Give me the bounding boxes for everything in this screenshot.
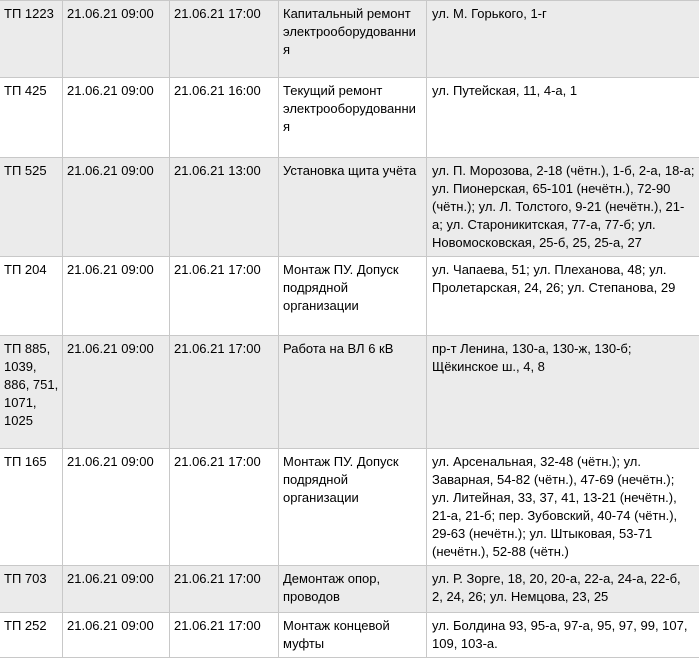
cell-work-type: Монтаж ПУ. Допуск подрядной организации (279, 449, 427, 565)
cell-start-datetime: 21.06.21 09:00 (63, 257, 170, 335)
cell-work-type: Демонтаж опор, проводов (279, 566, 427, 612)
cell-start-datetime: 21.06.21 09:00 (63, 1, 170, 77)
cell-tp-number: ТП 1223 (0, 1, 63, 77)
cell-addresses: ул. М. Горького, 1-г (432, 6, 547, 21)
cell-work-type: Текущий ремонт электрооборудованния (279, 78, 427, 157)
cell-tp-number: ТП 425 (0, 78, 63, 157)
table-row (0, 78, 699, 158)
cell-work-type: Капитальный ремонт электрооборудованния (279, 1, 427, 77)
cell-start-datetime: 21.06.21 09:00 (63, 158, 170, 256)
cell-end-datetime: 21.06.21 17:00 (170, 1, 279, 77)
cell-end-datetime: 21.06.21 17:00 (170, 257, 279, 335)
cell-tp-number: ТП 525 (0, 158, 63, 256)
cell-tp-number: ТП 252 (0, 613, 63, 657)
cell-addresses: ул. Р. Зорге, 18, 20, 20-а, 22-а, 24-а, 22-б, 2, 24, 26; ул. Немцова, 23, 25 (432, 571, 681, 604)
cell-work-type: Установка щита учёта (279, 158, 427, 256)
cell-addresses: ул. П. Морозова, 2-18 (чётн.), 1-б, 2-а, 18-а; ул. Пионерская, 65-101 (нечётн.), 72-90 (чётн.); ул. Л. Толстого, 9-21 (нечётн.), 21-а; ул. Староникитская, 77-а, 77-б; ул. Новомосковская, 25-б, 25, 25-а, 27 (432, 163, 695, 250)
cell-start-datetime: 21.06.21 09:00 (63, 566, 170, 612)
cell-start-datetime: 21.06.21 09:00 (63, 613, 170, 657)
cell-addresses: ул. Чапаева, 51; ул. Плеханова, 48; ул. Пролетарская, 24, 26; ул. Степанова, 29 (432, 262, 676, 295)
cell-work-type: Монтаж концевой муфты (279, 613, 427, 657)
cell-addresses: пр-т Ленина, 130-а, 130-ж, 130-б; Щёкинское ш., 4, 8 (432, 341, 632, 374)
cell-end-datetime: 21.06.21 17:00 (170, 449, 279, 565)
cell-tp-number: ТП 165 (0, 449, 63, 565)
table-row (0, 158, 699, 257)
cell-start-datetime: 21.06.21 09:00 (63, 78, 170, 157)
table-row (0, 1, 699, 78)
cell-tp-number: ТП 204 (0, 257, 63, 335)
table-row (0, 257, 699, 336)
cell-end-datetime: 21.06.21 17:00 (170, 336, 279, 448)
cell-work-type: Монтаж ПУ. Допуск подрядной организации (279, 257, 427, 335)
cell-end-datetime: 21.06.21 16:00 (170, 78, 279, 157)
cell-addresses: ул. Путейская, 11, 4-а, 1 (432, 83, 578, 98)
cell-work-type: Работа на ВЛ 6 кВ (279, 336, 427, 448)
table-row (0, 566, 699, 613)
cell-addresses: ул. Болдина 93, 95-а, 97-а, 95, 97, 99, 107, 109, 103-а. (432, 618, 688, 651)
table-row (0, 449, 699, 566)
cell-end-datetime: 21.06.21 13:00 (170, 158, 279, 256)
cell-start-datetime: 21.06.21 09:00 (63, 336, 170, 448)
cell-addresses: ул. Арсенальная, 32-48 (чётн.); ул. Заварная, 54-82 (чётн.), 47-69 (нечётн.); ул. Литейная, 33, 37, 41, 13-21 (нечётн.), 21-а, 21-б; пер. Зубовский, 40-74 (чётн.), 29-63 (нечётн.); ул. Штыковая, 53-71 (нечётн.), 52-88 (чётн.) (432, 454, 678, 559)
cell-end-datetime: 21.06.21 17:00 (170, 613, 279, 657)
table-row (0, 613, 699, 658)
cell-end-datetime: 21.06.21 17:00 (170, 566, 279, 612)
cell-tp-number: ТП 885, 1039, 886, 751, 1071, 1025 (0, 336, 63, 448)
table-row (0, 336, 699, 449)
cell-start-datetime: 21.06.21 09:00 (63, 449, 170, 565)
cell-tp-number: ТП 703 (0, 566, 63, 612)
